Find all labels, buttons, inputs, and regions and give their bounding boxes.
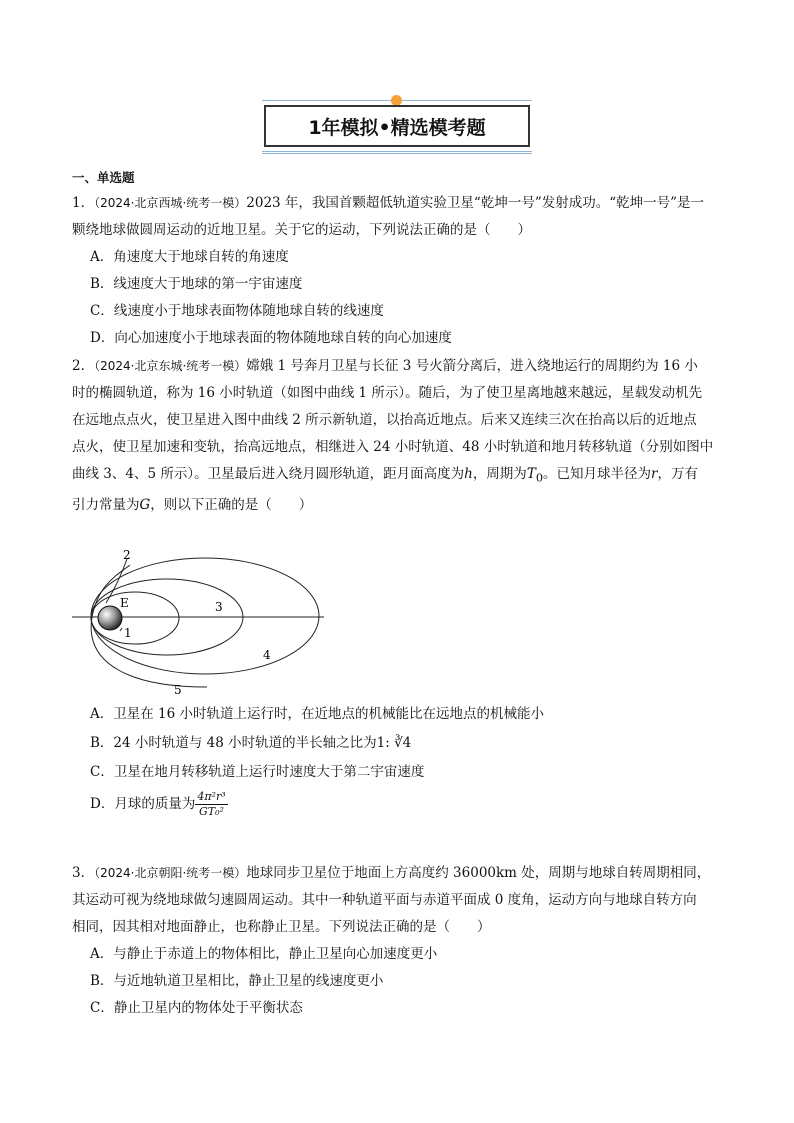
var-h: h — [464, 466, 473, 482]
label-orbit-1: 1 — [124, 626, 132, 640]
var-r: r — [651, 466, 658, 482]
option-a[interactable]: A．与静止于赤道上的物体相比，静止卫星向心加速度更小 — [90, 946, 438, 962]
label-orbit-2: 2 — [123, 548, 131, 562]
stem-text: 其运动可视为绕地球做匀速圆周运动。其中一种轨道平面与赤道平面成 0 度角，运动方向与地球自转方向 — [72, 892, 697, 908]
question-3-stem — [72, 860, 726, 941]
banner-title: 1年模拟•精选模考题 — [264, 105, 530, 147]
stem-text: 曲线 3、4、5 所示）。卫星最后进入绕月圆形轨道，距月面高度为 — [72, 466, 465, 482]
question-source: （2024·北京西城·统考一模） — [94, 196, 247, 210]
option-b-text: B．24 小时轨道与 48 小时轨道的半长轴之比为 — [90, 735, 377, 751]
stem-text: 引力常量为 — [72, 496, 140, 513]
question-1 — [72, 190, 726, 352]
option-b[interactable]: B．与近地轨道卫星相比，静止卫星的线速度更小 — [90, 973, 384, 989]
stem-text: 相同，因其相对地面静止，也称静止卫星。下列说法正确的是（ ） — [72, 919, 491, 935]
label-orbit-3: 3 — [215, 600, 223, 614]
question-2-stem — [72, 353, 726, 519]
stem-text: 2023 年，我国首颗超低轨道实验卫星“乾坤一号”发射成功。“乾坤一号”是一 — [246, 195, 705, 211]
stem-text: 嫦娥 1 号奔月卫星与长征 3 号火箭分离后，进入绕地运行的周期约为 16 小 — [246, 358, 698, 374]
stem-text: ，则以下正确的是（ ） — [150, 496, 313, 513]
formula-denominator: GT₀² — [199, 805, 224, 818]
subscript-0: 0 — [535, 471, 543, 485]
option-a[interactable]: A．角速度大于地球自转的角速度 — [90, 249, 289, 265]
label-orbit-4: 4 — [263, 648, 271, 662]
formula-numerator: 4π²r³ — [197, 790, 226, 803]
option-b[interactable]: B．线速度大于地球的第一宇宙速度 — [90, 276, 303, 292]
var-t0: T — [526, 466, 536, 482]
option-b-ratio: 1: ∛4 — [376, 735, 412, 751]
section-title: 一、单选题 — [72, 170, 135, 185]
title-banner — [262, 100, 532, 154]
question-3 — [72, 860, 726, 1022]
option-c[interactable]: C．卫星在地月转移轨道上运行时速度大于第二宇宙速度 — [90, 764, 425, 780]
stem-text: 。已知月球半径为 — [543, 466, 651, 482]
question-number: 3． — [72, 865, 95, 881]
earth-icon — [98, 606, 122, 630]
question-source: （2024·北京朝阳·统考一模） — [94, 866, 247, 880]
question-number: 2． — [72, 358, 95, 374]
option-b[interactable] — [72, 729, 726, 758]
var-g: G — [139, 496, 151, 513]
option-d[interactable] — [72, 787, 726, 821]
stem-text: ，万有 — [657, 466, 698, 482]
option-d[interactable]: D．向心加速度小于地球表面的物体随地球自转的向心加速度 — [90, 330, 452, 346]
question-2 — [72, 353, 726, 519]
stem-text: 在远地点点火，使卫星进入图中曲线 2 所示新轨道，以抬高近地点。后来又连续三次在抬高以后的近地点 — [72, 412, 697, 428]
orbit-diagram — [72, 545, 332, 695]
stem-text: 时的椭圆轨道，称为 16 小时轨道（如图中曲线 1 所示）。随后，为了使卫星离地越来越远，星载发动机先 — [72, 385, 703, 401]
label-orbit-5: 5 — [174, 683, 182, 695]
stem-text: ，周期为 — [472, 466, 527, 482]
orbit-4 — [91, 558, 319, 674]
mass-formula — [195, 790, 227, 819]
stem-text: 地球同步卫星位于地面上方高度约 36000km 处，周期与地球自转周期相同， — [246, 865, 711, 881]
label-earth: E — [120, 596, 129, 610]
option-c[interactable]: C．静止卫星内的物体处于平衡状态 — [90, 1000, 303, 1016]
question-1-stem — [72, 190, 726, 244]
question-2-options — [72, 700, 726, 821]
stem-text: 点火，使卫星加速和变轨，抬高远地点，相继进入 24 小时轨道、48 小时轨道和地月转移轨道（分别如图中 — [72, 439, 714, 455]
stem-text: 颗绕地球做圆周运动的近地卫星。关于它的运动，下列说法正确的是（ ） — [72, 222, 531, 238]
question-source: （2024·北京东城·统考一模） — [94, 359, 247, 373]
option-a[interactable]: A．卫星在 16 小时轨道上运行时，在近地点的机械能比在远地点的机械能小 — [90, 706, 545, 722]
option-d-text: D．月球的质量为 — [90, 796, 196, 812]
option-c[interactable]: C．线速度小于地球表面物体随地球自转的线速度 — [90, 303, 384, 319]
label-pointer — [120, 628, 122, 631]
question-number: 1． — [72, 195, 95, 211]
